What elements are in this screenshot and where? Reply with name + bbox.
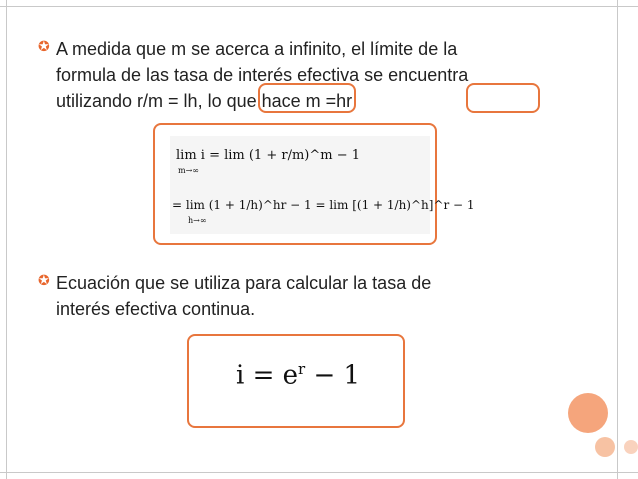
bullet-1-line-3: utilizando r/m = lh, lo que hace m =hr bbox=[56, 91, 353, 111]
bullet-icon: ✪ bbox=[38, 273, 50, 289]
bullet-item-1 bbox=[38, 36, 468, 114]
formula-continuous-exponent: r bbox=[298, 360, 306, 378]
decorative-circle-tiny bbox=[624, 440, 638, 454]
bullet-2-line-2: interés efectiva continua. bbox=[56, 299, 256, 319]
bullet-2-line-1: Ecuación que se utiliza para calcular la tasa de bbox=[56, 273, 432, 293]
formula-line-2-text: = lim (1 + 1/h)^hr − 1 = lim [(1 + 1/h)^h]^r − 1 bbox=[172, 198, 475, 212]
top-border-line bbox=[0, 6, 638, 7]
formula-continuous-base: i = e bbox=[236, 360, 299, 391]
formula-continuous-rest: − 1 bbox=[305, 360, 361, 391]
formula-continuous bbox=[236, 360, 360, 391]
decorative-circle-small bbox=[595, 437, 615, 457]
decorative-circle-large bbox=[568, 393, 608, 433]
bullet-1-line-2: formula de las tasa de interés efectiva se encuentra bbox=[56, 65, 469, 85]
highlight-box-que-hace bbox=[258, 83, 356, 113]
formula-image-1 bbox=[170, 136, 475, 234]
bullet-item-2 bbox=[38, 270, 431, 322]
bullet-icon: ✪ bbox=[38, 39, 50, 55]
bullet-text-2 bbox=[56, 270, 431, 322]
formula-line-2 bbox=[172, 198, 475, 212]
formula-line-1 bbox=[176, 148, 360, 163]
formula-line-1-text: lim i = lim (1 + r/m)^m − 1 bbox=[176, 148, 361, 163]
right-border-line bbox=[617, 0, 618, 479]
formula-line-1-sub: m→∞ bbox=[178, 166, 199, 175]
formula-line-2-sub: h→∞ bbox=[188, 216, 207, 225]
highlight-box-empty bbox=[466, 83, 540, 113]
bullet-1-line-1: A medida que m se acerca a infinito, el límite de la bbox=[56, 39, 458, 59]
bottom-border-line bbox=[0, 472, 638, 473]
left-border-line bbox=[6, 0, 7, 479]
